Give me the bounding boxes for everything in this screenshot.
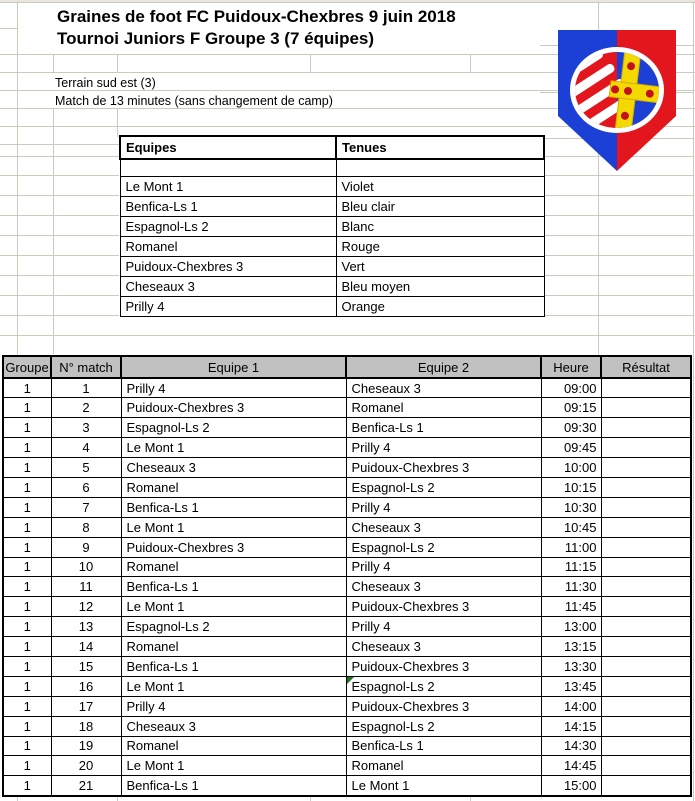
resultat-cell[interactable] xyxy=(601,696,691,716)
teams-header-row xyxy=(120,136,544,159)
heure-cell[interactable]: 10:00 xyxy=(541,458,601,478)
team-tenue-cell[interactable]: Blanc xyxy=(336,216,544,236)
match-number-cell[interactable]: 1 xyxy=(51,378,121,398)
match-number-cell[interactable]: 9 xyxy=(51,537,121,557)
groupe-cell[interactable]: 1 xyxy=(3,716,51,736)
gridline xyxy=(543,195,693,196)
gridline xyxy=(543,275,693,276)
schedule-row xyxy=(3,776,691,796)
resultat-cell[interactable] xyxy=(601,776,691,796)
equipe2-cell[interactable]: Prilly 4 xyxy=(346,497,541,517)
match-number-cell[interactable]: 11 xyxy=(51,577,121,597)
heure-cell[interactable]: 13:45 xyxy=(541,676,601,696)
equipe2-cell[interactable]: Cheseaux 3 xyxy=(346,637,541,657)
equipe1-cell[interactable]: Le Mont 1 xyxy=(121,756,346,776)
groupe-cell[interactable]: 1 xyxy=(3,398,51,418)
equipe1-cell[interactable]: Romanel xyxy=(121,736,346,756)
gridline xyxy=(117,108,118,137)
resultat-cell[interactable] xyxy=(601,617,691,637)
heure-cell[interactable]: 10:15 xyxy=(541,477,601,497)
match-number-cell[interactable]: 13 xyxy=(51,617,121,637)
schedule-header-heure[interactable]: Heure xyxy=(541,356,601,378)
gridline xyxy=(310,54,311,72)
equipe1-cell[interactable]: Cheseaux 3 xyxy=(121,458,346,478)
heure-cell[interactable]: 14:45 xyxy=(541,756,601,776)
teams-header-tenues[interactable]: Tenues xyxy=(336,136,544,159)
team-name-cell[interactable]: Romanel xyxy=(120,236,336,256)
equipe1-cell[interactable]: Benfica-Ls 1 xyxy=(121,577,346,597)
resultat-cell[interactable] xyxy=(601,378,691,398)
groupe-cell[interactable]: 1 xyxy=(3,477,51,497)
schedule-header-match-number[interactable]: N° match xyxy=(51,356,121,378)
gridline xyxy=(693,0,694,801)
schedule-row xyxy=(3,418,691,438)
schedule-header-row xyxy=(3,356,691,378)
groupe-cell[interactable]: 1 xyxy=(3,637,51,657)
equipe1-cell[interactable]: Romanel xyxy=(121,637,346,657)
match-number-cell[interactable]: 21 xyxy=(51,776,121,796)
resultat-cell[interactable] xyxy=(601,497,691,517)
gridline xyxy=(470,54,471,72)
resultat-cell[interactable] xyxy=(601,557,691,577)
team-tenue-cell[interactable]: Rouge xyxy=(336,236,544,256)
schedule-row xyxy=(3,637,691,657)
schedule-row xyxy=(3,577,691,597)
schedule-row xyxy=(3,537,691,557)
equipe2-cell[interactable]: Romanel xyxy=(346,398,541,418)
equipe2-cell[interactable]: Prilly 4 xyxy=(346,617,541,637)
equipe2-cell[interactable]: Prilly 4 xyxy=(346,557,541,577)
match-number-cell[interactable]: 17 xyxy=(51,696,121,716)
team-name-cell[interactable]: Le Mont 1 xyxy=(120,176,336,196)
groupe-cell[interactable]: 1 xyxy=(3,438,51,458)
page-title[interactable]: Graines de foot FC Puidoux-Chexbres 9 juin 2018 xyxy=(57,7,456,26)
schedule-row xyxy=(3,378,691,398)
heure-cell[interactable]: 10:30 xyxy=(541,497,601,517)
team-name-cell[interactable]: Espagnol-Ls 2 xyxy=(120,216,336,236)
groupe-cell[interactable]: 1 xyxy=(3,497,51,517)
resultat-cell[interactable] xyxy=(601,458,691,478)
schedule-row xyxy=(3,676,691,696)
schedule-header-resultat[interactable]: Résultat xyxy=(601,356,691,378)
team-row xyxy=(120,216,544,236)
resultat-cell[interactable] xyxy=(601,438,691,458)
resultat-cell[interactable] xyxy=(601,637,691,657)
team-tenue-cell[interactable]: Vert xyxy=(336,256,544,276)
schedule-header-groupe[interactable]: Groupe xyxy=(3,356,51,378)
team-row xyxy=(120,256,544,276)
team-tenue-cell[interactable]: Violet xyxy=(336,176,544,196)
teams-empty-row xyxy=(120,159,544,176)
equipe1-cell[interactable]: Romanel xyxy=(121,557,346,577)
equipe2-cell[interactable]: Puidoux-Chexbres 3 xyxy=(346,656,541,676)
schedule-row xyxy=(3,696,691,716)
equipe2-cell[interactable]: Prilly 4 xyxy=(346,438,541,458)
groupe-cell[interactable]: 1 xyxy=(3,776,51,796)
team-row xyxy=(120,196,544,216)
groupe-cell[interactable]: 1 xyxy=(3,597,51,617)
schedule-row xyxy=(3,557,691,577)
groupe-cell[interactable]: 1 xyxy=(3,378,51,398)
resultat-cell[interactable] xyxy=(601,736,691,756)
page-subtitle[interactable]: Tournoi Juniors F Groupe 3 (7 équipes) xyxy=(57,29,375,48)
terrain-note[interactable]: Terrain sud est (3) xyxy=(55,76,156,90)
empty-cell[interactable] xyxy=(336,159,544,176)
heure-cell[interactable]: 09:30 xyxy=(541,418,601,438)
team-name-cell[interactable]: Cheseaux 3 xyxy=(120,276,336,296)
match-number-cell[interactable]: 18 xyxy=(51,716,121,736)
groupe-cell[interactable]: 1 xyxy=(3,676,51,696)
resultat-cell[interactable] xyxy=(601,477,691,497)
resultat-cell[interactable] xyxy=(601,756,691,776)
equipe1-cell[interactable]: Puidoux-Chexbres 3 xyxy=(121,398,346,418)
club-crest-logo[interactable] xyxy=(558,30,676,171)
equipe1-cell[interactable]: Espagnol-Ls 2 xyxy=(121,418,346,438)
equipe2-cell[interactable]: Cheseaux 3 xyxy=(346,577,541,597)
match-number-cell[interactable]: 2 xyxy=(51,398,121,418)
groupe-cell[interactable]: 1 xyxy=(3,617,51,637)
groupe-cell[interactable]: 1 xyxy=(3,458,51,478)
groupe-cell[interactable]: 1 xyxy=(3,756,51,776)
match-number-cell[interactable]: 19 xyxy=(51,736,121,756)
team-tenue-cell[interactable]: Orange xyxy=(336,296,544,316)
match-number-cell[interactable]: 8 xyxy=(51,517,121,537)
match-duration-note[interactable]: Match de 13 minutes (sans changement de camp) xyxy=(55,94,333,108)
equipe1-cell[interactable]: Le Mont 1 xyxy=(121,676,346,696)
resultat-cell[interactable] xyxy=(601,577,691,597)
team-name-cell[interactable]: Puidoux-Chexbres 3 xyxy=(120,256,336,276)
heure-cell[interactable]: 09:15 xyxy=(541,398,601,418)
match-number-cell[interactable]: 7 xyxy=(51,497,121,517)
resultat-cell[interactable] xyxy=(601,517,691,537)
team-row xyxy=(120,236,544,256)
heure-cell[interactable]: 11:30 xyxy=(541,577,601,597)
team-row xyxy=(120,296,544,316)
match-number-cell[interactable]: 15 xyxy=(51,656,121,676)
equipe1-cell[interactable]: Benfica-Ls 1 xyxy=(121,776,346,796)
schedule-row xyxy=(3,617,691,637)
schedule-table xyxy=(2,355,692,797)
equipe1-cell[interactable]: Le Mont 1 xyxy=(121,438,346,458)
team-name-cell[interactable]: Benfica-Ls 1 xyxy=(120,196,336,216)
gridline xyxy=(117,54,118,72)
team-tenue-cell[interactable]: Bleu moyen xyxy=(336,276,544,296)
gridline xyxy=(53,108,54,354)
equipe2-cell[interactable]: Puidoux-Chexbres 3 xyxy=(346,458,541,478)
equipe2-cell[interactable]: Benfica-Ls 1 xyxy=(346,736,541,756)
schedule-row xyxy=(3,398,691,418)
resultat-cell[interactable] xyxy=(601,597,691,617)
equipe2-cell[interactable]: Benfica-Ls 1 xyxy=(346,418,541,438)
team-row xyxy=(120,176,544,196)
groupe-cell[interactable]: 1 xyxy=(3,418,51,438)
equipe1-cell[interactable]: Prilly 4 xyxy=(121,696,346,716)
gridline xyxy=(543,175,693,176)
schedule-header-equipe2[interactable]: Equipe 2 xyxy=(346,356,541,378)
resultat-cell[interactable] xyxy=(601,716,691,736)
groupe-cell[interactable]: 1 xyxy=(3,577,51,597)
heure-cell[interactable]: 13:30 xyxy=(541,656,601,676)
heure-cell[interactable]: 14:00 xyxy=(541,696,601,716)
equipe2-cell[interactable]: Espagnol-Ls 2 xyxy=(346,716,541,736)
equipe2-cell[interactable]: Espagnol-Ls 2 xyxy=(346,477,541,497)
equipe2-cell[interactable]: Espagnol-Ls 2 xyxy=(346,537,541,557)
equipe2-cell[interactable]: Romanel xyxy=(346,756,541,776)
equipe1-cell[interactable]: Puidoux-Chexbres 3 xyxy=(121,537,346,557)
resultat-cell[interactable] xyxy=(601,676,691,696)
heure-cell[interactable]: 14:30 xyxy=(541,736,601,756)
equipe2-cell[interactable]: Puidoux-Chexbres 3 xyxy=(346,696,541,716)
heure-cell[interactable]: 09:45 xyxy=(541,438,601,458)
resultat-cell[interactable] xyxy=(601,656,691,676)
groupe-cell[interactable]: 1 xyxy=(3,557,51,577)
heure-cell[interactable]: 14:15 xyxy=(541,716,601,736)
heure-cell[interactable]: 11:45 xyxy=(541,597,601,617)
schedule-row xyxy=(3,756,691,776)
equipe1-cell[interactable]: Le Mont 1 xyxy=(121,517,346,537)
equipe1-cell[interactable]: Benfica-Ls 1 xyxy=(121,656,346,676)
groupe-cell[interactable]: 1 xyxy=(3,656,51,676)
gridline xyxy=(0,335,695,336)
top-row-sliver xyxy=(0,0,695,2)
equipe1-cell[interactable]: Le Mont 1 xyxy=(121,597,346,617)
heure-cell[interactable]: 11:00 xyxy=(541,537,601,557)
groupe-cell[interactable]: 1 xyxy=(3,736,51,756)
schedule-row xyxy=(3,517,691,537)
match-number-cell[interactable]: 4 xyxy=(51,438,121,458)
heure-cell[interactable]: 10:45 xyxy=(541,517,601,537)
schedule-row xyxy=(3,716,691,736)
schedule-row xyxy=(3,656,691,676)
schedule-header-equipe1[interactable]: Equipe 1 xyxy=(121,356,346,378)
heure-cell[interactable]: 13:00 xyxy=(541,617,601,637)
gridline xyxy=(543,235,693,236)
heure-cell[interactable]: 11:15 xyxy=(541,557,601,577)
gridline xyxy=(0,2,695,3)
heure-cell[interactable]: 13:15 xyxy=(541,637,601,657)
resultat-cell[interactable] xyxy=(601,398,691,418)
match-number-cell[interactable]: 6 xyxy=(51,477,121,497)
equipe2-cell[interactable]: Cheseaux 3 xyxy=(346,378,541,398)
schedule-row xyxy=(3,597,691,617)
equipe2-cell[interactable]: Le Mont 1 xyxy=(346,776,541,796)
match-number-cell[interactable]: 10 xyxy=(51,557,121,577)
gridline xyxy=(0,28,17,29)
equipe1-cell[interactable]: Espagnol-Ls 2 xyxy=(121,617,346,637)
cell-comment-marker-icon xyxy=(347,677,354,684)
match-number-cell[interactable]: 3 xyxy=(51,418,121,438)
match-number-cell[interactable]: 14 xyxy=(51,637,121,657)
empty-cell[interactable] xyxy=(120,159,336,176)
groupe-cell[interactable]: 1 xyxy=(3,696,51,716)
resultat-cell[interactable] xyxy=(601,537,691,557)
schedule-row xyxy=(3,458,691,478)
gridline xyxy=(543,315,693,316)
groupe-cell[interactable]: 1 xyxy=(3,537,51,557)
match-number-cell[interactable]: 20 xyxy=(51,756,121,776)
gridline xyxy=(543,255,693,256)
equipe2-cell[interactable]: Puidoux-Chexbres 3 xyxy=(346,597,541,617)
match-number-cell[interactable]: 5 xyxy=(51,458,121,478)
gridline xyxy=(53,54,54,72)
team-tenue-cell[interactable]: Bleu clair xyxy=(336,196,544,216)
schedule-row xyxy=(3,477,691,497)
gridline xyxy=(543,215,693,216)
heure-cell[interactable]: 15:00 xyxy=(541,776,601,796)
team-name-cell[interactable]: Prilly 4 xyxy=(120,296,336,316)
equipe1-cell[interactable]: Benfica-Ls 1 xyxy=(121,497,346,517)
match-number-cell[interactable]: 16 xyxy=(51,676,121,696)
equipe1-cell[interactable]: Cheseaux 3 xyxy=(121,716,346,736)
groupe-cell[interactable]: 1 xyxy=(3,517,51,537)
equipe1-cell[interactable]: Prilly 4 xyxy=(121,378,346,398)
equipe1-cell[interactable]: Romanel xyxy=(121,477,346,497)
gridline xyxy=(17,0,18,355)
equipe2-cell[interactable]: Cheseaux 3 xyxy=(346,517,541,537)
teams-table xyxy=(119,135,545,317)
schedule-row xyxy=(3,736,691,756)
schedule-row xyxy=(3,438,691,458)
heure-cell[interactable]: 09:00 xyxy=(541,378,601,398)
teams-header-equipes[interactable]: Equipes xyxy=(120,136,336,159)
match-number-cell[interactable]: 12 xyxy=(51,597,121,617)
schedule-row xyxy=(3,497,691,517)
equipe2-cell[interactable]: Espagnol-Ls 2 xyxy=(346,676,541,696)
resultat-cell[interactable] xyxy=(601,418,691,438)
gridline xyxy=(543,295,693,296)
team-row xyxy=(120,276,544,296)
